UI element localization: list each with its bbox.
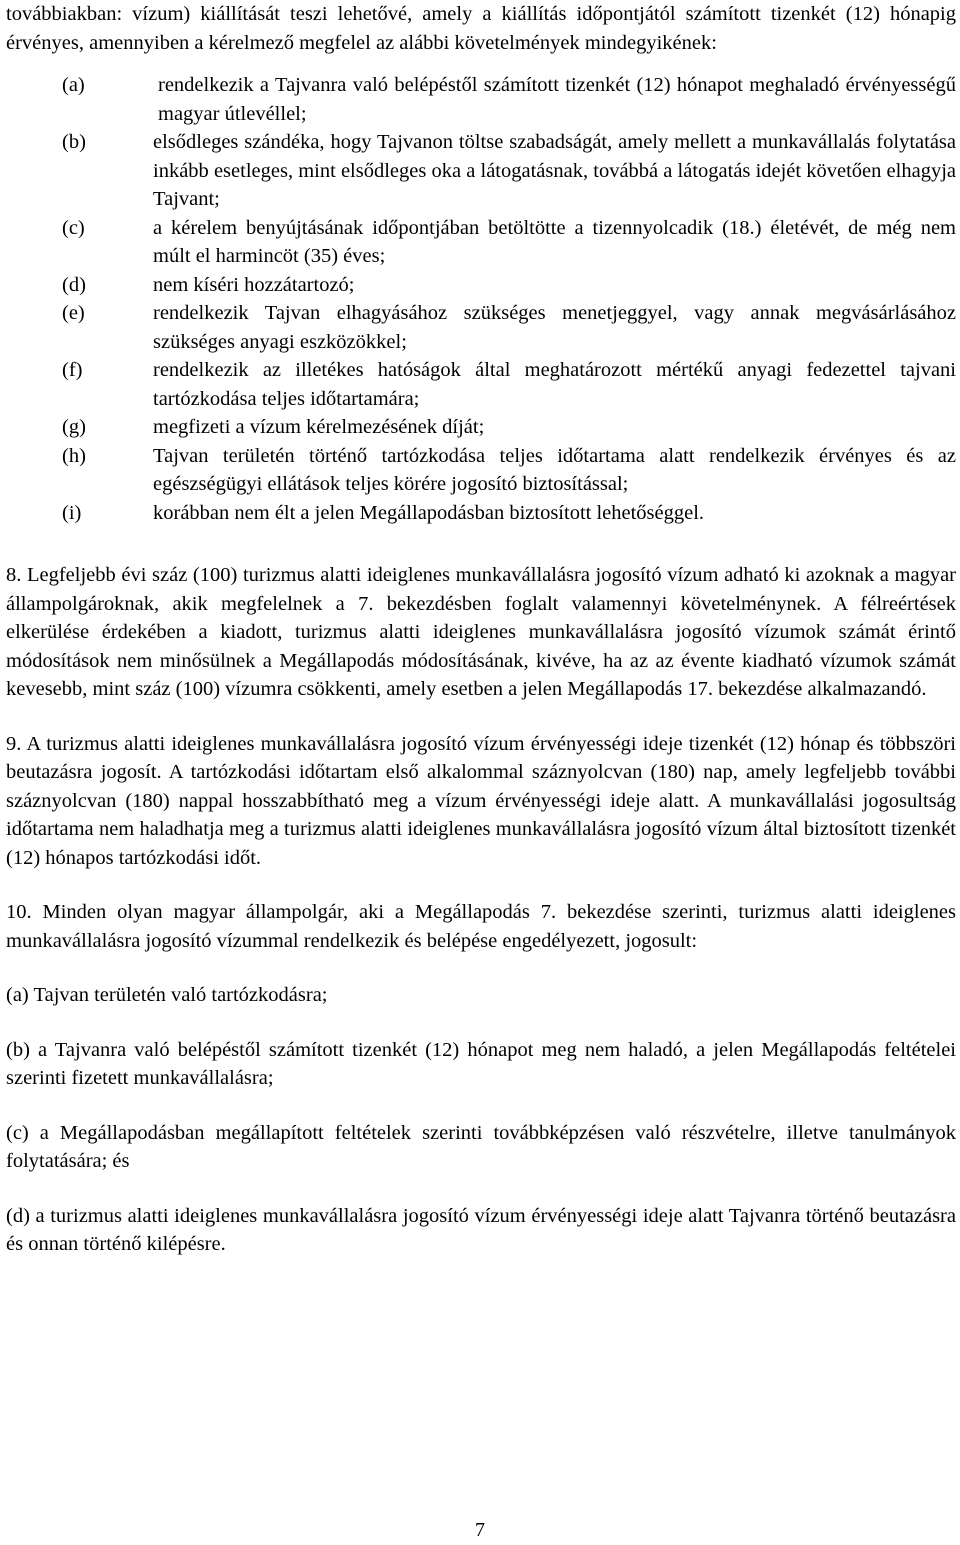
list-item [6, 128, 956, 214]
list-item-letter: (e) [62, 302, 85, 324]
page-number: 7 [475, 1519, 485, 1541]
list-item [6, 356, 956, 413]
list-item-text: rendelkezik az illetékes hatóságok által meghatározott mértékű anyagi fedezettel tajvani tartózkodása teljes időtartamára; [153, 359, 956, 410]
list-item-text: nem kíséri hozzátartozó; [153, 273, 355, 296]
list-item-text: rendelkezik Tajvan elhagyásához szükséges menetjeggyel, vagy annak megvásárlásához szükséges anyagi eszközökkel; [153, 302, 956, 353]
entitlement-c: (c) a Megállapodásban megállapított feltételek szerinti továbbképzésen való részvételre, illetve tanulmányok folytatására; és [6, 1121, 956, 1172]
paragraph-10: 10. Minden olyan magyar állampolgár, aki a Megállapodás 7. bekezdése szerinti, turizmus alatti ideiglenes munkavállalásra jogosító vízummal rendelkezik és belépése engedélyezett, jogosult: [6, 901, 956, 952]
paragraph-9: 9. A turizmus alatti ideiglenes munkavállalásra jogosító vízum érvényességi ideje tizenkét (12) hónap és többszöri beutazásra jogosít. A tartózkodási időtartam első alkalommal száznyolcvan (180) nap, amely legfeljebb további száznyolcvan (180) nappal hosszabbítható meg a vízum érvényességi ideje alatt. A munkavállalási jogosultság időtartama nem haladhatja meg a turizmus alatti ideiglenes munkavállalásra jogosító vízum által biztosított tizenkét (12) hónapos tartózkodási időt. [6, 732, 956, 869]
list-item-letter: (h) [62, 444, 86, 467]
list-item-letter: (c) [62, 216, 85, 239]
requirements-list [6, 71, 956, 527]
list-item-text: elsődleges szándéka, hogy Tajvanon töltse szabadságát, amely mellett a munkavállalás folytatása inkább esetleges, mint elsődleges oka a látogatásnak, továbbá a látogatás idejét követően elhagyja Tajvant; [153, 131, 956, 210]
list-item [6, 442, 956, 499]
list-item [6, 499, 956, 528]
entitlement-b: (b) a Tajvanra való belépéstől számított tizenkét (12) hónapot meg nem haladó, a jelen Megállapodás feltételei szerinti fizetett munkavállalásra; [6, 1038, 956, 1089]
list-item-text: rendelkezik a Tajvanra való belépéstől számított tizenkét (12) hónapot meghaladó érvényességű magyar útlevéllel; [158, 74, 956, 125]
list-item-letter: (b) [62, 131, 86, 153]
list-item-text: Tajvan területén történő tartózkodása teljes időtartama alatt rendelkezik érvényes és az egészségügyi ellátások teljes körére jogosító biztosítással; [153, 444, 956, 495]
entitlement-a: (a) Tajvan területén való tartózkodásra; [6, 984, 328, 1006]
list-item-letter: (d) [62, 273, 86, 296]
list-item-text: a kérelem benyújtásának időpontjában betöltötte a tizennyolcadik (18.) életévét, de még nem múlt el harmincöt (35) éves; [153, 216, 956, 267]
document-page [6, 0, 956, 1259]
intro-paragraph: továbbiakban: vízum) kiállítását teszi lehetővé, amely a kiállítás időpontjától számított tizenkét (12) hónapig érvényes, amennyiben a kérelmező megfelel az alábbi követelmények mindegyikének: [6, 3, 956, 54]
list-item [6, 214, 956, 271]
list-item-text: megfizeti a vízum kérelmezésének díját; [153, 416, 485, 438]
list-item-letter: (i) [62, 501, 82, 524]
list-item-letter: (g) [62, 416, 86, 438]
list-item-text: korábban nem élt a jelen Megállapodásban biztosított lehetőséggel. [153, 501, 705, 524]
entitlement-d: (d) a turizmus alatti ideiglenes munkavállalásra jogosító vízum érvényességi ideje alatt Tajvanra történő beutazásra és onnan történő kilépésre. [6, 1204, 956, 1255]
list-item-letter: (f) [62, 359, 83, 381]
list-item [6, 413, 956, 442]
paragraph-8: 8. Legfeljebb évi száz (100) turizmus alatti ideiglenes munkavállalásra jogosító vízum adható ki azoknak a magyar állampolgároknak, akik megfelelnek a 7. bekezdésben foglalt valamennyi követelménynek. A félreértések elkerülése érdekében a kiadott, turizmus alatti ideiglenes munkavállalásra jogosító vízumok számát érintő módosítások nem minősülnek a Megállapodás módosításának, kivéve, ha az az évente kiadható vízumok számát kevesebb, mint száz (100) vízumra csökkenti, amely esetben a jelen Megállapodás 17. bekezdése alkalmazandó. [6, 564, 956, 700]
list-item [6, 271, 956, 300]
list-item [6, 71, 956, 128]
list-item-letter: (a) [62, 74, 85, 96]
list-item [6, 299, 956, 356]
